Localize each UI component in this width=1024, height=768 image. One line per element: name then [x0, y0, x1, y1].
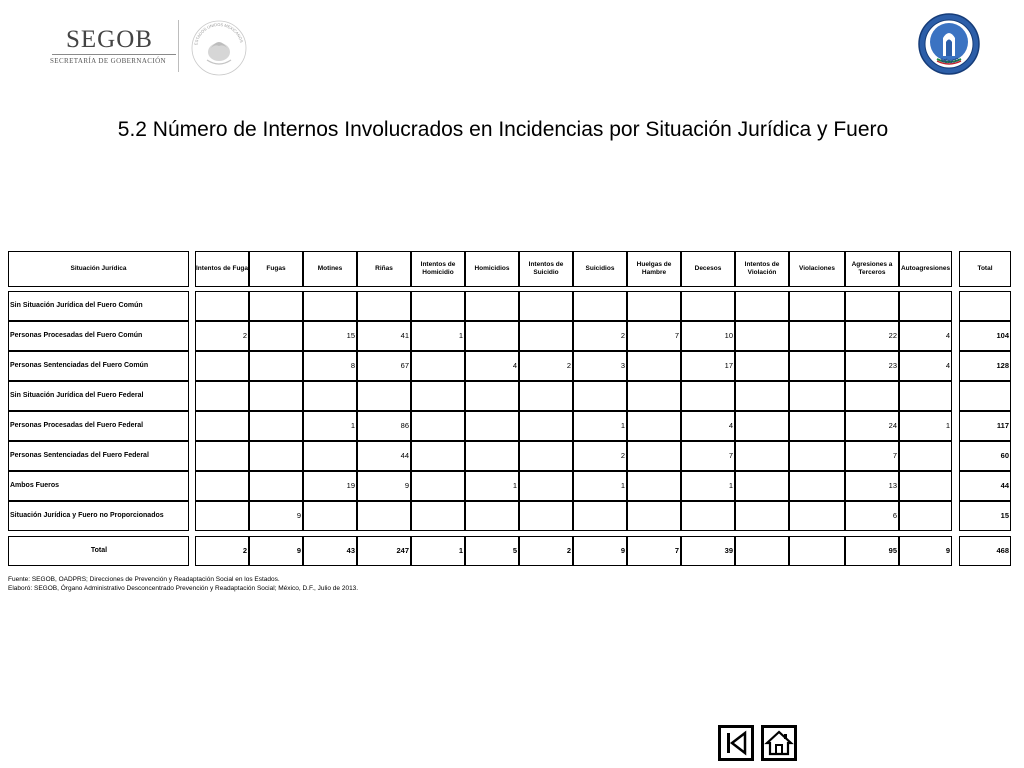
column-header: Intentos de Fuga	[195, 251, 249, 287]
table-cell: 7	[681, 441, 735, 471]
table-cell	[845, 291, 899, 321]
table-cell	[411, 411, 465, 441]
table-cell	[735, 501, 789, 531]
table-cell	[899, 471, 952, 501]
table-cell	[195, 501, 249, 531]
table-cell	[411, 351, 465, 381]
table-cell	[519, 381, 573, 411]
table-cell	[845, 381, 899, 411]
column-header: Homicidios	[465, 251, 519, 287]
table-cell	[519, 321, 573, 351]
row-label: Sin Situación Jurídica del Fuero Federal	[8, 381, 189, 411]
column-header: Autoagresiones	[899, 251, 952, 287]
table-cell: 9	[249, 501, 303, 531]
table-cell	[411, 381, 465, 411]
table-cell	[411, 291, 465, 321]
table-cell	[465, 381, 519, 411]
table-cell	[249, 411, 303, 441]
table-cell	[249, 291, 303, 321]
totals-row-cell: 7	[627, 536, 681, 566]
table-cell	[195, 291, 249, 321]
table-cell	[627, 381, 681, 411]
table-cell	[195, 471, 249, 501]
row-label: Personas Procesadas del Fuero Común	[8, 321, 189, 351]
table-cell	[195, 381, 249, 411]
totals-row-cell: 39	[681, 536, 735, 566]
column-header: Suicidios	[573, 251, 627, 287]
totals-row-cell: 1	[411, 536, 465, 566]
first-page-icon	[721, 728, 751, 758]
table-cell: 86	[357, 411, 411, 441]
table-cell	[627, 291, 681, 321]
home-icon	[764, 728, 794, 758]
table-cell: 15	[303, 321, 357, 351]
table-cell	[681, 381, 735, 411]
segob-wordmark: SEGOB	[66, 26, 153, 53]
table-cell: 4	[899, 351, 952, 381]
table-cell: 17	[681, 351, 735, 381]
column-header: Motines	[303, 251, 357, 287]
table-cell	[627, 501, 681, 531]
table-cell	[195, 351, 249, 381]
table-cell	[249, 381, 303, 411]
table-cell	[735, 441, 789, 471]
segob-logo	[46, 20, 256, 76]
totals-row-cell: 9	[249, 536, 303, 566]
table-cell	[249, 321, 303, 351]
table-cell: 1	[573, 471, 627, 501]
footnotes	[8, 576, 358, 593]
table-cell: 10	[681, 321, 735, 351]
table-cell	[303, 441, 357, 471]
table-cell: 2	[573, 321, 627, 351]
column-header: Intentos de Suicidio	[519, 251, 573, 287]
table-cell	[789, 411, 845, 441]
table-cell	[465, 501, 519, 531]
table-cell	[627, 411, 681, 441]
column-header: Fugas	[249, 251, 303, 287]
table-cell: 1	[681, 471, 735, 501]
row-total-cell: 128	[959, 351, 1011, 381]
table-cell	[519, 411, 573, 441]
totals-row-cell: 9	[899, 536, 952, 566]
table-cell	[519, 501, 573, 531]
table-cell	[789, 441, 845, 471]
totals-row-cell: 2	[195, 536, 249, 566]
header-total: Total	[959, 251, 1011, 287]
column-header: Decesos	[681, 251, 735, 287]
table-cell: 22	[845, 321, 899, 351]
page-title: 5.2 Número de Internos Involucrados en Incidencias por Situación Jurídica y Fuero	[117, 118, 889, 141]
row-label: Ambos Fueros	[8, 471, 189, 501]
table-cell	[735, 291, 789, 321]
table-cell	[303, 501, 357, 531]
table-cell	[465, 411, 519, 441]
table-cell: 7	[627, 321, 681, 351]
table-cell: 9	[357, 471, 411, 501]
table-cell	[411, 471, 465, 501]
table-cell	[899, 501, 952, 531]
table-cell: 6	[845, 501, 899, 531]
row-total-cell	[959, 381, 1011, 411]
column-header: Violaciones	[789, 251, 845, 287]
table-cell: 1	[899, 411, 952, 441]
source-note: Fuente: SEGOB, OADPRS; Direcciones de Prevención y Readaptación Social en los Estados.	[8, 576, 280, 583]
table-cell: 8	[303, 351, 357, 381]
table-cell: 67	[357, 351, 411, 381]
table-cell	[357, 501, 411, 531]
row-label: Personas Procesadas del Fuero Federal	[8, 411, 189, 441]
row-total-cell: 44	[959, 471, 1011, 501]
table-cell: 44	[357, 441, 411, 471]
table-cell: 1	[465, 471, 519, 501]
table-cell	[411, 501, 465, 531]
table-cell	[789, 351, 845, 381]
table-cell	[789, 501, 845, 531]
table-cell	[465, 321, 519, 351]
table-cell	[735, 351, 789, 381]
prepared-by-note: Elaboró: SEGOB, Órgano Administrativo Desconcentrado Prevención y Readaptación Social; México, D.F., Julio de 2013.	[8, 584, 359, 592]
table-cell	[357, 291, 411, 321]
row-label: Personas Sentenciadas del Fuero Federal	[8, 441, 189, 471]
totals-row-cell: 2	[519, 536, 573, 566]
table-cell	[735, 381, 789, 411]
table-cell: 24	[845, 411, 899, 441]
institution-seal-icon	[917, 12, 981, 76]
table-cell	[573, 501, 627, 531]
incidents-table	[8, 251, 1012, 566]
table-cell: 13	[845, 471, 899, 501]
grand-total-cell: 468	[959, 536, 1011, 566]
table-cell	[249, 351, 303, 381]
table-cell	[249, 441, 303, 471]
table-cell	[789, 291, 845, 321]
table-cell	[789, 471, 845, 501]
row-label: Sin Situación Jurídica del Fuero Común	[8, 291, 189, 321]
table-cell: 41	[357, 321, 411, 351]
table-cell	[789, 381, 845, 411]
table-cell: 7	[845, 441, 899, 471]
table-cell	[735, 471, 789, 501]
table-cell: 19	[303, 471, 357, 501]
segob-divider-line	[52, 54, 176, 55]
table-cell: 2	[573, 441, 627, 471]
table-cell	[357, 381, 411, 411]
logo-separator	[178, 20, 179, 72]
table-cell	[411, 441, 465, 471]
svg-text:ESTADOS UNIDOS MEXICANOS: ESTADOS UNIDOS MEXICANOS	[193, 21, 245, 46]
column-header: Intentos de Homicidio	[411, 251, 465, 287]
table-cell	[681, 501, 735, 531]
table-cell	[627, 471, 681, 501]
table-cell	[519, 441, 573, 471]
table-cell	[573, 291, 627, 321]
home-button[interactable]	[761, 725, 797, 761]
table-cell: 1	[573, 411, 627, 441]
table-cell: 3	[573, 351, 627, 381]
first-slide-button[interactable]	[718, 725, 754, 761]
table-cell	[899, 381, 952, 411]
column-header: Riñas	[357, 251, 411, 287]
column-header: Agresiones a Terceros	[845, 251, 899, 287]
table-cell	[519, 471, 573, 501]
table-cell	[195, 441, 249, 471]
row-total-cell: 117	[959, 411, 1011, 441]
column-header: Huelgas de Hambre	[627, 251, 681, 287]
table-cell	[303, 381, 357, 411]
totals-row-cell: 95	[845, 536, 899, 566]
table-cell: 2	[195, 321, 249, 351]
row-total-cell: 104	[959, 321, 1011, 351]
row-label: Personas Sentenciadas del Fuero Común	[8, 351, 189, 381]
table-cell	[681, 291, 735, 321]
table-cell	[735, 321, 789, 351]
table-cell	[573, 381, 627, 411]
row-total-cell: 15	[959, 501, 1011, 531]
national-seal-icon	[189, 18, 249, 78]
totals-row-label: Total	[8, 536, 189, 566]
table-cell	[735, 411, 789, 441]
table-cell	[627, 351, 681, 381]
row-total-cell	[959, 291, 1011, 321]
table-cell: 23	[845, 351, 899, 381]
row-total-cell: 60	[959, 441, 1011, 471]
totals-row-cell: 247	[357, 536, 411, 566]
table-cell	[465, 441, 519, 471]
totals-row-cell: 5	[465, 536, 519, 566]
table-cell: 4	[465, 351, 519, 381]
table-cell: 4	[681, 411, 735, 441]
table-cell	[249, 471, 303, 501]
table-cell	[303, 291, 357, 321]
table-cell	[899, 441, 952, 471]
table-cell: 1	[303, 411, 357, 441]
table-cell: 4	[899, 321, 952, 351]
totals-row-cell	[789, 536, 845, 566]
table-cell	[465, 291, 519, 321]
header-situacion-juridica: Situación Jurídica	[8, 251, 189, 287]
table-cell	[789, 321, 845, 351]
table-cell	[627, 441, 681, 471]
table-cell: 1	[411, 321, 465, 351]
totals-row-cell: 43	[303, 536, 357, 566]
table-cell	[519, 291, 573, 321]
table-cell	[899, 291, 952, 321]
totals-row-cell	[735, 536, 789, 566]
svg-text:MÉXICO: MÉXICO	[939, 56, 961, 66]
table-cell: 2	[519, 351, 573, 381]
segob-subtitle: SECRETARÍA DE GOBERNACIÓN	[50, 57, 166, 65]
totals-row-cell: 9	[573, 536, 627, 566]
column-header: Intentos de Violación	[735, 251, 789, 287]
row-label: Situación Jurídica y Fuero no Proporcionados	[8, 501, 189, 531]
table-cell	[195, 411, 249, 441]
